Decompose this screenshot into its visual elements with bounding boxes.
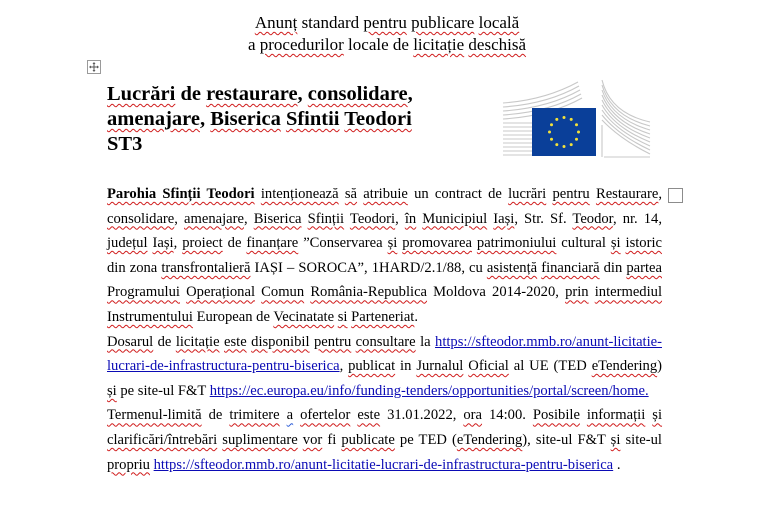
text: suplimentare — [222, 431, 298, 448]
text: transfrontalieră — [161, 259, 251, 276]
text: Biserica — [253, 210, 302, 227]
text: Termenul-limită — [107, 407, 202, 424]
text: Jurnalul — [416, 358, 464, 375]
text: lucrări — [508, 186, 547, 202]
title-word: Lucrări — [107, 83, 176, 105]
text: , — [173, 235, 183, 252]
header-word: deschisă — [468, 35, 527, 54]
announcement-body — [107, 182, 662, 477]
text: istoric — [625, 235, 662, 252]
text: IAȘI – SOROCA”, 1HARD/2.1/88, cu — [250, 259, 487, 276]
text: publicat — [348, 358, 396, 375]
text: patrimoniului — [476, 235, 557, 252]
text: publicate — [341, 431, 395, 448]
text: partea — [626, 259, 662, 276]
text: de — [153, 333, 176, 350]
text: , — [395, 210, 405, 227]
text: , nr. 14, — [612, 210, 663, 227]
text: și — [107, 382, 117, 399]
text: Teodor — [572, 210, 613, 227]
text: in — [395, 358, 417, 375]
text: pe site-ul F&T — [116, 382, 210, 399]
paragraph-contract-text — [107, 186, 662, 325]
title-word: amenajare — [107, 108, 200, 130]
text: de — [201, 407, 230, 424]
text: Teodori — [349, 210, 396, 227]
text: Moldova 2014-2020, — [427, 284, 566, 301]
text: județul — [107, 235, 148, 252]
contracting-authority: Parohia Sfinții Teodori — [107, 186, 255, 202]
text — [280, 407, 287, 423]
title-line-1 — [107, 82, 447, 107]
text: Municipiul — [422, 210, 488, 227]
text: site-ul — [620, 431, 662, 448]
header-word: locală — [478, 13, 520, 32]
text: Comun — [261, 284, 305, 301]
header-word: publicare — [411, 13, 475, 32]
text: la — [415, 333, 436, 350]
text: asistență — [486, 259, 538, 276]
move-arrows-icon — [89, 62, 99, 72]
title-line-3: ST3 — [107, 133, 143, 155]
text: Restaurare — [595, 186, 659, 202]
text: România-Republica — [310, 284, 428, 301]
text: , — [339, 358, 349, 375]
title-word: Biserica — [210, 108, 281, 130]
paragraph-deadline — [107, 403, 662, 477]
text: , — [174, 210, 185, 227]
text: licitație — [175, 333, 220, 350]
text: atribuie — [363, 186, 408, 202]
announcement-header — [0, 12, 774, 56]
text: , Str. Sf. — [514, 210, 573, 227]
text: din — [599, 259, 627, 276]
text: este — [357, 407, 381, 424]
header-line-2 — [0, 34, 774, 56]
paragraph-contract — [107, 182, 662, 330]
text: în — [404, 210, 417, 227]
header-word: Anunț — [254, 13, 298, 32]
text: Programului — [107, 284, 180, 301]
title-line-2 — [107, 107, 447, 132]
text: Oficial — [468, 358, 509, 375]
text: ) — [657, 358, 662, 375]
title-text: de — [175, 83, 207, 105]
text: , — [243, 210, 254, 227]
header-text: locale de — [343, 35, 414, 54]
text: ), site-ul F&T — [522, 431, 611, 448]
text: intermediul — [594, 284, 663, 301]
text: eTendering — [456, 431, 523, 448]
text: a — [286, 407, 294, 424]
text: trimitere — [229, 407, 280, 424]
title-word: Teodori — [344, 108, 412, 130]
text: al UE (TED — [508, 358, 592, 375]
eu-commission-logo-icon — [500, 78, 660, 158]
text: consolidare — [107, 210, 175, 227]
title-text: , — [297, 83, 308, 105]
text: este — [224, 333, 247, 350]
text: clarificări/întrebări — [107, 431, 218, 448]
text: Vecinatate — [273, 308, 335, 325]
title-word: consolidare — [307, 83, 408, 105]
text: proiect — [182, 235, 223, 252]
header-line-1 — [0, 12, 774, 34]
paragraph-documents — [107, 330, 662, 404]
tender-documents-link[interactable]: https://sfteodor.mmb.ro/anunt-licitatie-lucrari-de-infrastructura-pentru-biserica — [107, 333, 662, 375]
text: pe TED ( — [394, 431, 457, 448]
text — [580, 407, 587, 423]
title-text: , — [199, 108, 211, 130]
own-site-link[interactable]: https://sfteodor.mmb.ro/anunt-licitatie-lucrari-de-infrastructura-pentru-biserica — [153, 456, 614, 473]
deadline-time: 14:00. — [482, 407, 533, 424]
text: . — [414, 308, 419, 325]
european-commission-logo — [500, 78, 660, 158]
text: prin — [565, 284, 589, 301]
project-title — [107, 82, 447, 157]
title-word: Sfintii — [285, 108, 340, 130]
header-text: standard — [297, 13, 364, 32]
title-word: restaurare — [206, 83, 298, 105]
text: Parteneriat — [351, 308, 415, 325]
text: pentru — [313, 333, 352, 350]
text: Iași — [152, 235, 174, 252]
text: și — [387, 235, 398, 252]
text: consultare — [355, 333, 416, 350]
text: intenționează — [260, 186, 339, 202]
ft-portal-link[interactable]: https://ec.europa.eu/info/funding-tenders/opportunities/portal/screen/home. — [209, 382, 649, 399]
header-word: licitație — [413, 35, 465, 54]
text: financiară — [541, 259, 600, 276]
text: un contract de — [407, 186, 509, 202]
text: și — [610, 431, 621, 448]
text: propriu — [107, 456, 150, 473]
text: Instrumentului — [107, 308, 193, 325]
text: Operațional — [186, 284, 256, 301]
text: disponibil — [251, 333, 310, 350]
text: informații — [586, 407, 646, 424]
text: fi — [322, 431, 342, 448]
text: și — [652, 407, 663, 424]
text: Posibile — [532, 407, 580, 424]
text: cultural — [556, 235, 611, 252]
text: ”Conservarea — [298, 235, 388, 252]
text: si — [337, 308, 348, 325]
header-text: a — [247, 35, 260, 54]
text: Iași — [493, 210, 515, 227]
text: amenajare — [184, 210, 244, 227]
text: finanțare — [246, 235, 299, 252]
title-text: , — [407, 83, 413, 105]
deadline-date: 31.01.2022, — [380, 407, 464, 424]
cell-marker — [668, 188, 683, 203]
text: și — [610, 235, 621, 252]
table-move-handle[interactable] — [87, 60, 101, 74]
text: Dosarul — [107, 333, 154, 350]
text: să — [344, 186, 358, 202]
text: vor — [302, 431, 323, 448]
text: din zona — [107, 259, 162, 276]
text: pentru — [552, 186, 590, 202]
text: , — [658, 186, 663, 202]
text: Sfinții — [307, 210, 345, 227]
text: eTendering — [591, 358, 658, 375]
text: . — [613, 456, 621, 473]
header-word: procedurilor — [259, 35, 344, 54]
header-word: pentru — [363, 13, 407, 32]
text: ora — [463, 407, 483, 424]
text: de — [222, 235, 247, 252]
text: promovarea — [402, 235, 472, 252]
text: European de — [192, 308, 274, 325]
text: ofertelor — [300, 407, 351, 424]
